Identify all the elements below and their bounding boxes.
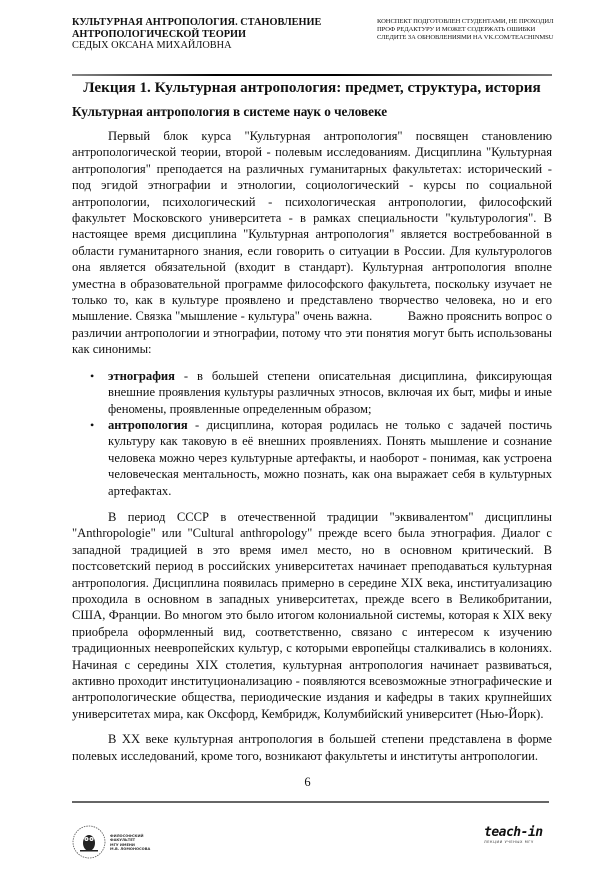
course-title-line2: АНТРОПОЛОГИЧЕСКОЙ ТЕОРИИ [72, 28, 247, 40]
list-item-term: этнография [108, 368, 175, 383]
logo-text-line1: ФИЛОСОФСКИЙ [110, 834, 144, 838]
paragraph: В XX веке культурная антропология в большей степени представлена в форме полевых исследований, кроме того, возникают факультеты и институты антропологии. [72, 732, 552, 763]
logo-text-line4: М.В. ЛОМОНОСОВА [110, 846, 151, 851]
course-title-line1: КУЛЬТУРНАЯ АНТРОПОЛОГИЯ. СТАНОВЛЕНИЕ [72, 17, 322, 28]
logo-text-line2: ФАКУЛЬТЕТ [110, 838, 136, 843]
list-item [90, 368, 552, 417]
disclaimer-notice [377, 18, 577, 42]
section-title: Культурная антропология в системе наук о человеке [72, 104, 388, 119]
definition-list [72, 368, 552, 499]
teach-in-logo [484, 826, 554, 850]
notice-line3: СЛЕДИТЕ ЗА ОБНОВЛЕНИЯМИ НА VK.COM/TEACHINMSU [377, 34, 554, 41]
paragraph: Первый блок курса "Культурная антропология" посвящен становлению антропологической теории, второй - полевым исследованиям. Дисциплина "Культурная антропология" преподается на различных гуманитарных факультетах: исторический - под эгидой этнографии и этнологии, социологический - курсы по социальной антропологии, психологический - психологическая антропологии, философский факультет Московского университета - в рамках специальности "культурология". В настоящее время дисциплина "Культурная антропология" является востребованной в области гуманитарного знания, если говорить о ситуации в России. Для культурологов она является обязательной (входит в стандарт). Культурная антропология вполне уместна в образовательной программе философского факультета, поскольку изучает не только то, как в культуре проявлено и представлено творчество человека, но и его мышление. Связка "мышление - культура" очень важна. Важно прояснить вопрос о различии антропологии и этнографии, потому что эти понятия могут быть использованы как синонимы: [72, 129, 552, 357]
header-divider [72, 74, 552, 76]
course-info [72, 17, 372, 52]
page-number: 6 [304, 775, 311, 789]
footer-divider [72, 801, 549, 803]
list-item-term: антропология [108, 417, 188, 432]
list-item-text: - в большей степени описательная дисциплина, фиксирующая внешние проявления культуры различных этносов, включая их быт, мифы и иные феномены, проявленные определенным образом; [108, 368, 552, 416]
author-name: СЕДЫХ ОКСАНА МИХАЙЛОВНА [72, 40, 232, 51]
bullet-icon: • [90, 368, 95, 383]
list-item-text: - дисциплина, которая родилась не только с задачей постичь культуру как таковую в её внешних проявлениях. Понять мышление и сознание человека можно через культурные артефакты, и наоборот - понимая, как устроена человеческая ментальность, можно познать, как она выражает себя в культурных артефактах. [108, 417, 552, 498]
paragraph: В период СССР в отечественной традиции "эквивалентом" дисциплины "Anthropologie" или "Cultural anthropology" прежде всего была этнография. Диалог с западной традицией в это время имел место, но в основном критический. В постсоветский период в российских университетах начинает преподаваться культурная антропология. Дисциплина появилась примерно в середине XIX века, институализацию проходила в основном в западных университетах, прежде всего в Великобритании, США, Франции. Во многом это было итогом колониальной системы, которая к XIX веку приобрела оформленный вид, соответственно, связано с интересом к изучению традиционных неевропейских культур, с которыми европейцы сталкивались в колониях. Начиная с середины XIX столетия, культурная антропология начинает развиваться, активно проходит институционализацию - появляются всевозможные этнографические и антропологические общества, периодические издания и кафедры в таких крупнейших университетах мира, как Оксфорд, Кембридж, Колумбийский университет (Нью-Йорк). [72, 509, 552, 721]
list-item [90, 417, 552, 499]
document-body [72, 128, 552, 764]
notice-line1: КОНСПЕКТ ПОДГОТОВЛЕН СТУДЕНТАМИ, НЕ ПРОХОДИЛ [377, 18, 554, 25]
teach-in-tagline: ЛЕКЦИИ УЧЕНЫХ МГУ [484, 840, 534, 844]
notice-line2: ПРОФ РЕДАКТУРУ И МОЖЕТ СОДЕРЖАТЬ ОШИБКИ [377, 26, 536, 33]
bullet-icon: • [90, 417, 95, 432]
lecture-title: Лекция 1. Культурная антропология: предмет, структура, история [83, 79, 541, 96]
philosophy-faculty-logo [70, 822, 160, 862]
logo-text-line3: МГУ ИМЕНИ [110, 842, 135, 847]
teach-in-wordmark: teach-in [484, 825, 543, 840]
